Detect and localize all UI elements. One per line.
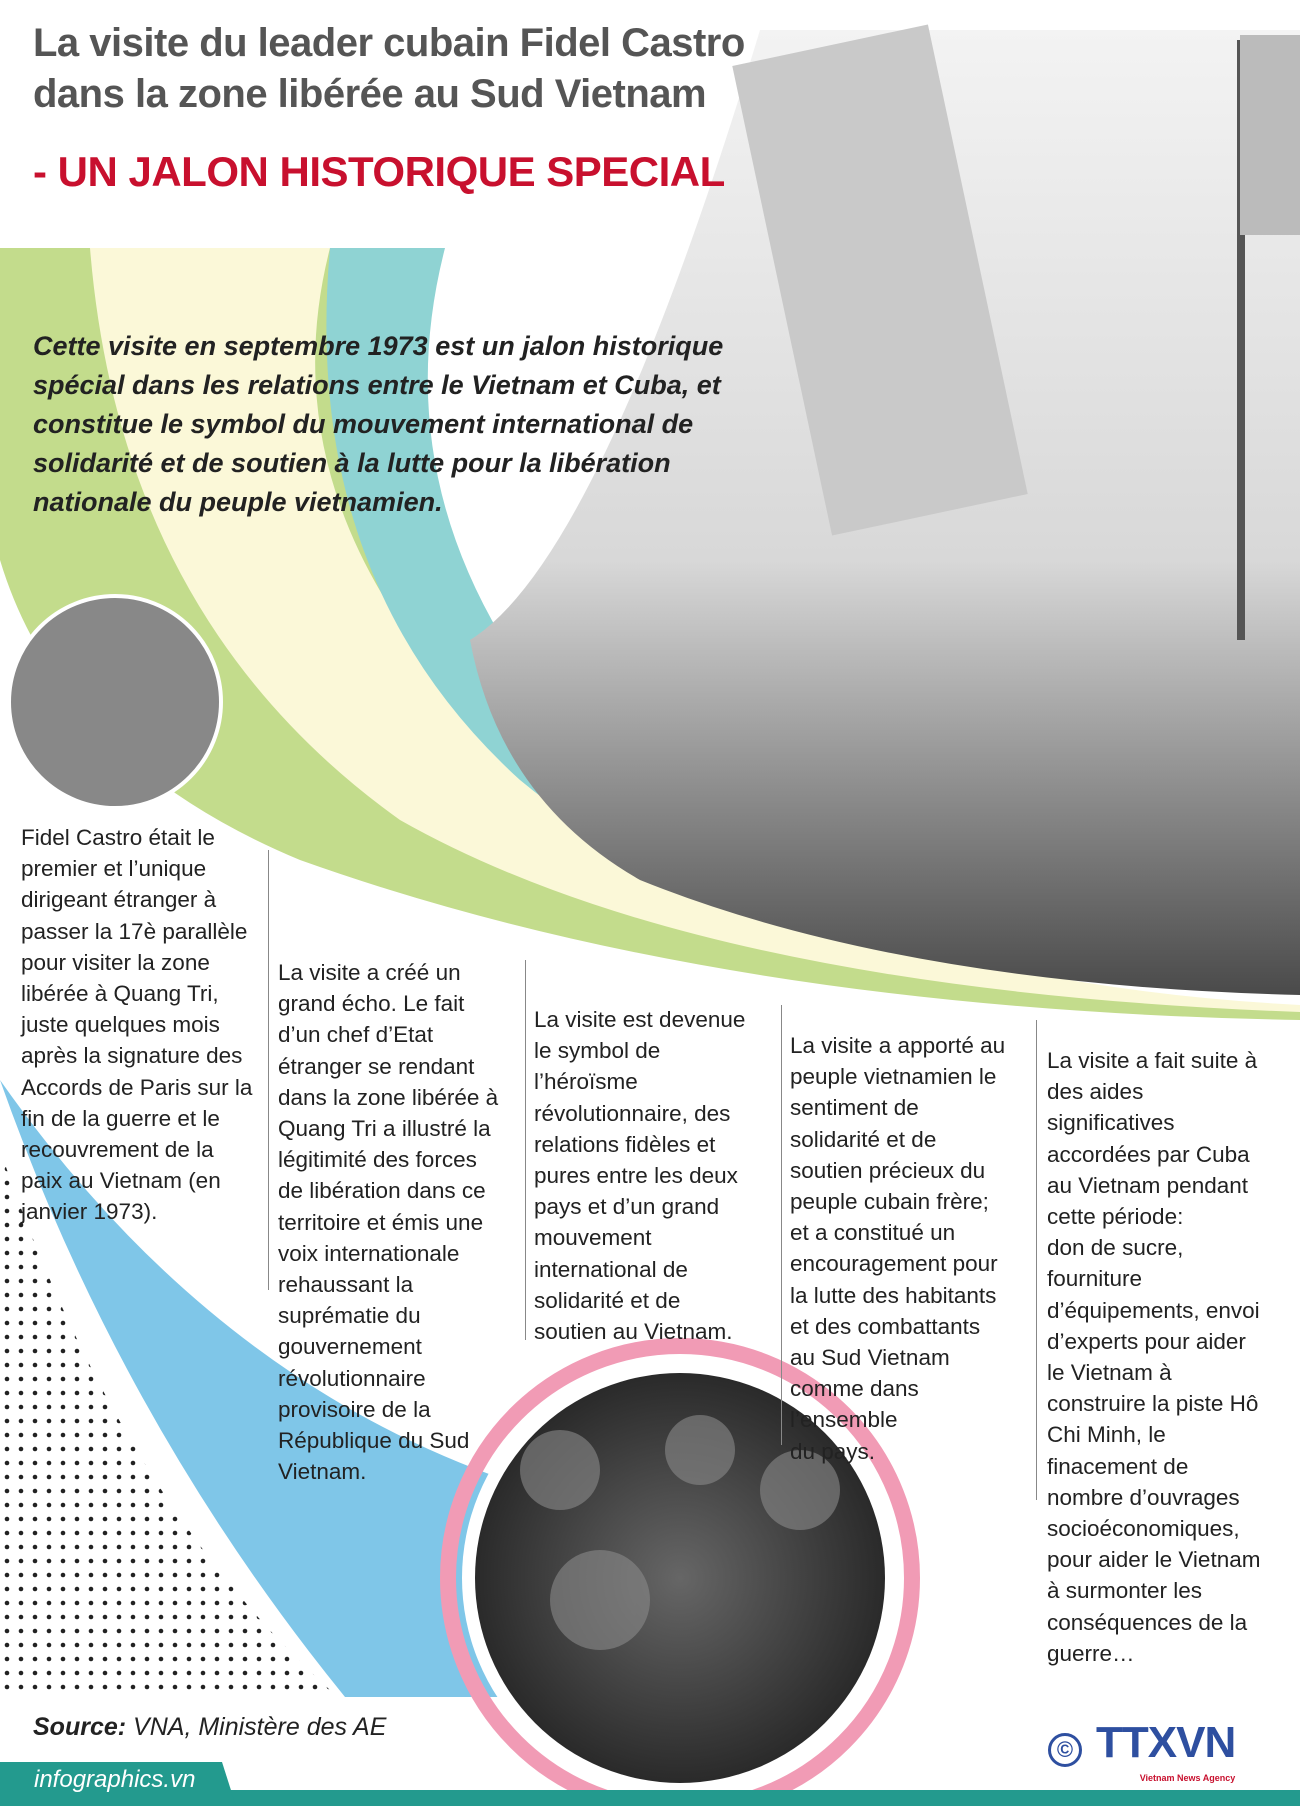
column-line: nombre d’ouvrages	[1047, 1484, 1240, 1510]
column-line: international de	[534, 1256, 688, 1282]
column-3	[534, 1004, 745, 1347]
column-line: Quang Tri a illustré la	[278, 1116, 491, 1142]
column-line: passer la 17è parallèle	[21, 918, 248, 944]
column-line: libérée à Quang Tri,	[21, 981, 219, 1007]
column-line: pour visiter la zone	[21, 949, 210, 975]
divider	[268, 850, 269, 1290]
column-line: le Vietnam à	[1047, 1360, 1172, 1386]
source-label: Source:	[33, 1713, 127, 1741]
ttxvn-logo	[1048, 1716, 1235, 1784]
column-line: l’héroïsme	[534, 1069, 638, 1095]
column-line: après la signature des	[21, 1043, 243, 1069]
column-line: des aides	[1047, 1079, 1144, 1105]
column-line: accordées par Cuba	[1047, 1141, 1250, 1167]
column-line: solidarité et de	[534, 1287, 681, 1313]
column-line: peuple cubain frère;	[790, 1189, 989, 1215]
column-line: grand écho. Le fait	[278, 991, 465, 1017]
column-line: recouvrement de la	[21, 1137, 214, 1163]
column-line: gouvernement	[278, 1334, 422, 1360]
column-line: le symbol de	[534, 1038, 661, 1064]
copyright-icon: ©	[1048, 1733, 1082, 1767]
column-line: solidarité et de	[790, 1126, 937, 1152]
column-line: étranger se rendant	[278, 1053, 475, 1079]
column-line: au Vietnam pendant	[1047, 1172, 1248, 1198]
column-line: provisoire de la	[278, 1396, 431, 1422]
column-line: à surmonter les	[1047, 1578, 1203, 1604]
logo-name: TTXVN	[1096, 1718, 1236, 1767]
column-line: janvier 1973).	[21, 1199, 158, 1225]
column-line: d’un chef d’Etat	[278, 1022, 434, 1048]
column-2	[278, 957, 498, 1487]
column-line: premier et l’unique	[21, 856, 207, 882]
column-line: Vietnam.	[278, 1459, 367, 1485]
column-line: pures entre les deux	[534, 1163, 738, 1189]
column-line: guerre…	[1047, 1640, 1135, 1666]
column-line: dirigeant étranger à	[21, 887, 217, 913]
column-line: fourniture	[1047, 1266, 1143, 1292]
column-line: suprématie du	[278, 1303, 421, 1329]
column-line: République du Sud	[278, 1428, 470, 1454]
divider	[1036, 1020, 1037, 1500]
column-line: Fidel Castro était le	[21, 825, 215, 850]
column-line: La visite a créé un	[278, 960, 461, 985]
divider	[525, 960, 526, 1340]
column-line: révolutionnaire	[278, 1365, 426, 1391]
column-line: soutien précieux du	[790, 1157, 986, 1183]
column-line: cette période:	[1047, 1204, 1184, 1230]
column-line: pays et d’un grand	[534, 1194, 720, 1220]
column-line: pour aider le Vietnam	[1047, 1547, 1261, 1573]
logo-tagline: Vietnam News Agency	[1139, 1773, 1236, 1783]
column-line: et a constitué un	[790, 1220, 956, 1246]
column-line: Accords de Paris sur la	[21, 1074, 253, 1100]
flag-right	[1240, 35, 1300, 235]
column-line: l’ensemble	[790, 1407, 898, 1433]
column-line: significatives	[1047, 1110, 1175, 1136]
column-line: et des combattants	[790, 1313, 981, 1339]
column-5	[1047, 1045, 1260, 1669]
column-line: comme dans	[790, 1376, 919, 1402]
title-line-2: dans la zone libérée au Sud Vietnam	[33, 72, 707, 116]
column-line: La visite a apporté au	[790, 1033, 1006, 1058]
column-line: territoire et émis une	[278, 1209, 484, 1235]
column-line: juste quelques mois	[21, 1012, 220, 1038]
column-line: d’équipements, envoi	[1047, 1297, 1260, 1323]
column-line: d’experts pour aider	[1047, 1328, 1246, 1354]
column-line: légitimité des forces	[278, 1147, 477, 1173]
column-line: dans la zone libérée à	[278, 1084, 499, 1110]
column-line: La visite a fait suite à	[1047, 1048, 1258, 1073]
column-1	[21, 822, 252, 1228]
column-4	[790, 1030, 1005, 1467]
column-line: paix au Vietnam (en	[21, 1168, 221, 1194]
column-line: don de sucre,	[1047, 1235, 1184, 1261]
column-line: encouragement pour	[790, 1251, 998, 1277]
column-line: finacement de	[1047, 1453, 1189, 1479]
column-line: sentiment de	[790, 1095, 919, 1121]
column-line: fin de la guerre et le	[21, 1105, 220, 1131]
column-line: relations fidèles et	[534, 1131, 716, 1157]
column-line: révolutionnaire, des	[534, 1100, 731, 1126]
subtitle: - UN JALON HISTORIQUE SPECIAL	[33, 148, 725, 195]
column-line: rehaussant la	[278, 1272, 414, 1298]
column-line: soutien au Vietnam.	[534, 1319, 733, 1345]
column-line: Chi Minh, le	[1047, 1422, 1166, 1448]
column-line: conséquences de la	[1047, 1609, 1248, 1635]
divider	[781, 1005, 782, 1445]
column-line: socioéconomiques,	[1047, 1516, 1240, 1542]
column-line: la lutte des habitants	[790, 1282, 997, 1308]
column-line: construire la piste Hô	[1047, 1391, 1259, 1417]
column-line: du pays.	[790, 1438, 876, 1464]
column-line: mouvement	[534, 1225, 652, 1251]
column-line: voix internationale	[278, 1240, 460, 1266]
title-line-1: La visite du leader cubain Fidel Castro	[33, 21, 745, 65]
column-line: au Sud Vietnam	[790, 1345, 950, 1371]
source-text: VNA, Ministère des AE	[126, 1713, 387, 1741]
column-line: peuple vietnamien le	[790, 1064, 997, 1090]
intro-text: Cette visite en septembre 1973 est un jalon historique spécial dans les relations entre le Vietnam et Cuba, et constitue le symbol du mouvement international de solidarité et de soutien à la lutte pour la libération nationale du peuple vietnamien.	[33, 331, 724, 517]
column-line: La visite est devenue	[534, 1007, 746, 1032]
source-credit	[33, 1712, 386, 1742]
site-link[interactable]: infographics.vn	[34, 1766, 196, 1793]
column-line: de libération dans ce	[278, 1178, 486, 1204]
